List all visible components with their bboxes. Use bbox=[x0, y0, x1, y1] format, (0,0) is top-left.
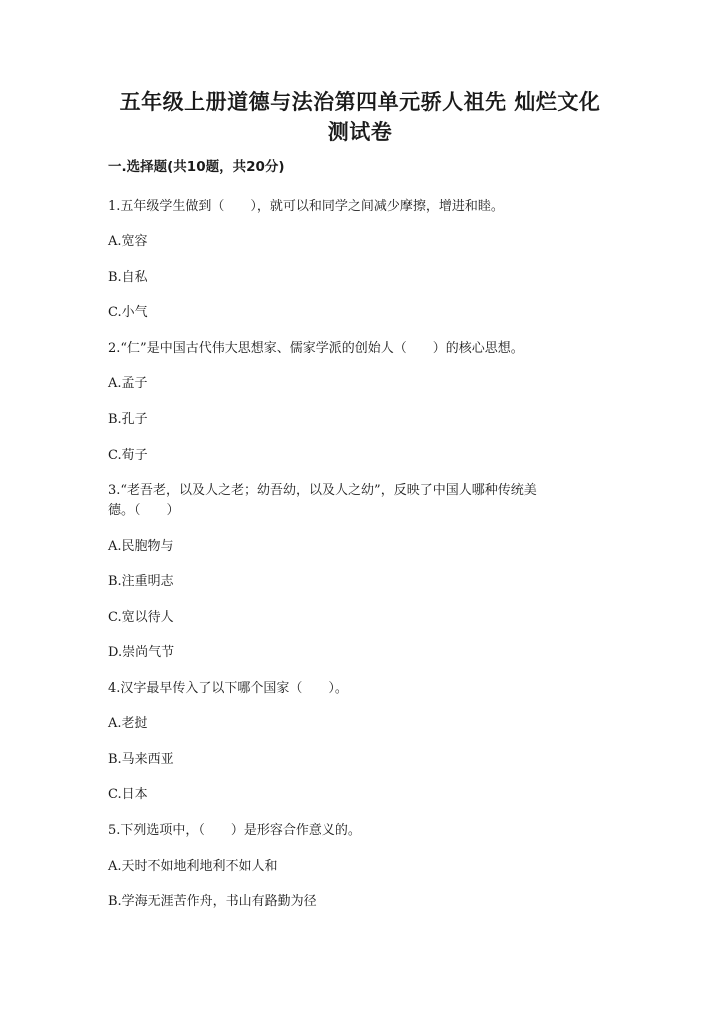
question-4-option-b: B.马来西亚 bbox=[108, 752, 174, 767]
question-4-option-a: A.老挝 bbox=[108, 716, 148, 731]
question-2-option-a: A.孟子 bbox=[108, 376, 148, 391]
question-1-option-b: B.自私 bbox=[108, 270, 148, 285]
question-1-option-a: A.宽容 bbox=[108, 234, 148, 249]
page-title-continued: 测试卷 bbox=[327, 120, 393, 144]
question-4-stem: 4.汉字最早传入了以下哪个国家（ ）。 bbox=[108, 681, 348, 696]
question-4-option-c: C.日本 bbox=[108, 787, 148, 802]
question-2-option-c: C.荀子 bbox=[108, 448, 148, 463]
question-5-stem: 5.下列选项中，（ ）是形容合作意义的。 bbox=[108, 823, 361, 838]
question-5-option-a: A.天时不如地利地利不如人和 bbox=[108, 859, 278, 874]
question-1-option-c: C.小气 bbox=[108, 305, 148, 320]
question-5-option-b: B.学海无涯苦作舟，书山有路勤为径 bbox=[108, 894, 317, 909]
question-3-stem: 3.“老吾老，以及人之老；幼吾幼，以及人之幼”，反映了中国人哪种传统美 bbox=[108, 483, 537, 498]
question-3-option-b: B.注重明志 bbox=[108, 574, 174, 589]
question-3-stem-continued: 德。（ ） bbox=[108, 503, 180, 518]
question-3-option-d: D.崇尚气节 bbox=[108, 645, 175, 660]
question-3-option-a: A.民胞物与 bbox=[108, 539, 174, 554]
question-3-option-c: C.宽以待人 bbox=[108, 610, 174, 625]
section-heading: 一.选择题(共10题，共20分) bbox=[108, 159, 285, 175]
question-2-stem: 2.“仁”是中国古代伟大思想家、儒家学派的创始人（ ）的核心思想。 bbox=[108, 341, 524, 356]
question-1-stem: 1.五年级学生做到（ ），就可以和同学之间减少摩擦，增进和睦。 bbox=[108, 199, 504, 214]
question-2-option-b: B.孔子 bbox=[108, 412, 148, 427]
page-title: 五年级上册道德与法治第四单元骄人祖先 灿烂文化 bbox=[119, 90, 601, 114]
